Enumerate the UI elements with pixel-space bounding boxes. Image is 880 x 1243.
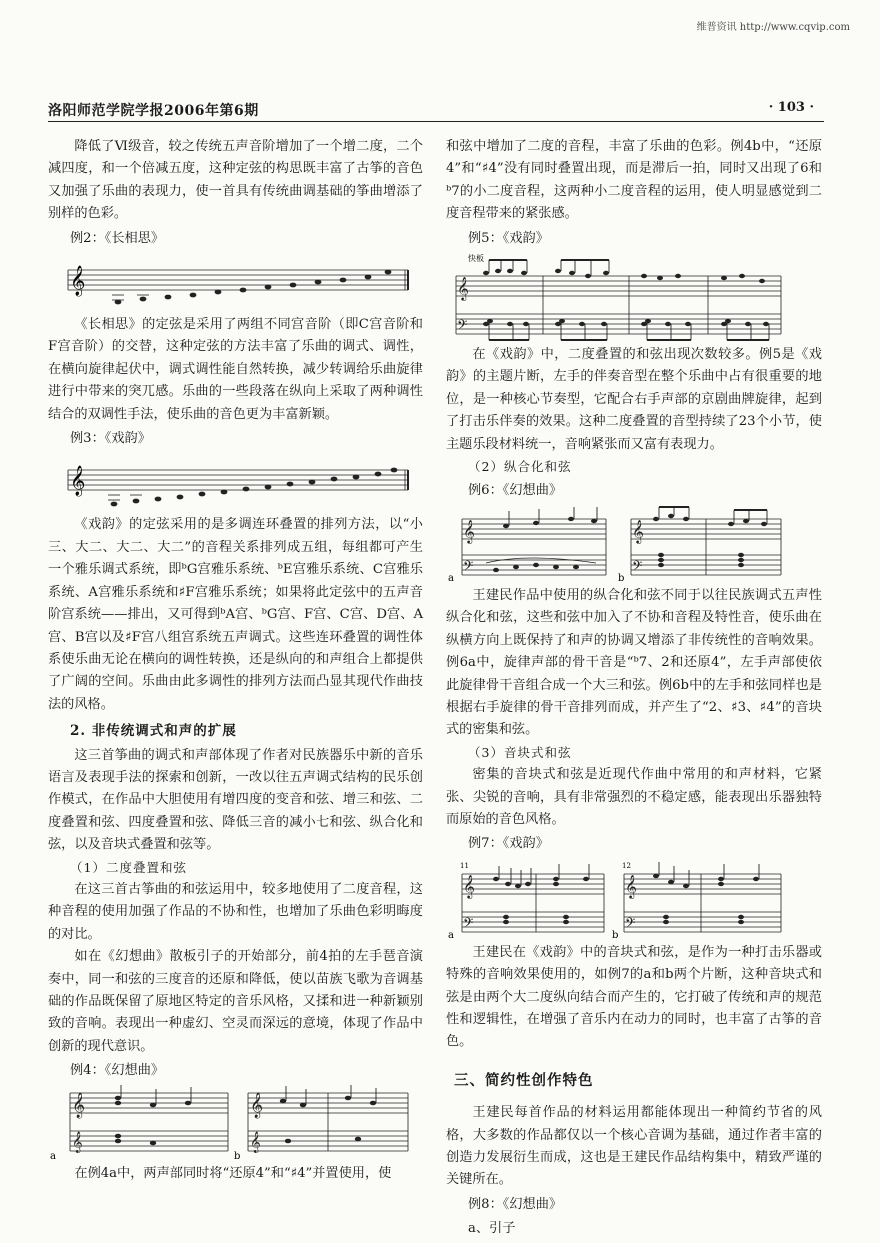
example-6-label-b: b (618, 572, 625, 584)
paragraph: 降低了Ⅵ级音，较之传统五声音阶增加了一个增二度，二个减四度，和一个倍减五度，这种定弦的构思既丰富了古筝的音色又加强了乐曲的表现力，使一首具有传统曲调基础的筝曲增添了别样的色彩。 (48, 139, 423, 222)
paragraph: 如在《幻想曲》散板引子的开始部分，前4拍的左手琶音演奏中，同一和弦的三度音的还原和降低，使以苗族飞歌为音调基础的作品既保留了原地区特定的音乐风格，又揉和进一种新颖别致的音响。表现出一种虚幻、空灵而深远的意境，体现了作品中创新的现代意识。 (48, 949, 423, 1054)
svg-text:𝄞: 𝄞 (72, 1131, 83, 1153)
music-example-4 (48, 1085, 423, 1163)
watermark: 维普资讯 http://www.cqvip.com (696, 22, 850, 33)
svg-text:𝄞: 𝄞 (463, 518, 475, 543)
music-example-2 (48, 252, 423, 314)
paragraph: 在这三首古筝曲的和弦运用中，较多地使用了二度音程，这种音程的使用加强了作品的不协和性，也增加了乐曲色彩明晦度的对比。 (48, 881, 423, 942)
music-example-6 (446, 505, 822, 585)
svg-text:𝄢: 𝄢 (457, 317, 468, 337)
paragraph: 这三首筝曲的调式和声部体现了作者对民族器乐中新的音乐语言及表现手法的探索和创新，一改以往五声调式结构的民乐创作模式，在作品中大胆使用有增四度的变音和弦、增三和弦、二度叠置和弦、四度叠置和弦、降低三音的减小七和弦、纵合化和弦，以及音块式叠置和弦等。 (48, 747, 423, 853)
music-example-3 (48, 452, 423, 514)
example-caption: 例4：《幻想曲》 (70, 1063, 165, 1079)
svg-text:𝄞: 𝄞 (625, 873, 637, 898)
example-4-label-b: b (234, 1150, 241, 1162)
svg-text:𝄢: 𝄢 (463, 557, 474, 577)
example-caption: 例8：《幻想曲》 (468, 1196, 563, 1212)
right-column (446, 136, 822, 1243)
music-example-5 (446, 252, 822, 344)
svg-text:𝄞: 𝄞 (72, 1092, 86, 1118)
subsection-heading: （3）音块式和弦 (468, 744, 572, 760)
paragraph: 在《戏韵》中，二度叠置的和弦出现次数较多。例5是《戏韵》的主题片断，左手的伴奏音型在整个乐曲中占有很重要的地位，是一种核心节奏型，它配合右手声部的京剧曲牌旋律，起到了打击乐伴奏的效果。这种二度叠置的音型持续了23个小节，使主题乐段材料统一，音响紧张而又富有表现力。 (446, 347, 822, 452)
example-caption: 例5：《戏韵》 (468, 230, 549, 246)
svg-text:𝄞: 𝄞 (632, 518, 644, 543)
page-number: · 103 · (768, 100, 814, 115)
example-7-label-b: b (612, 929, 619, 941)
paragraph: 密集的音块式和弦是近现代作曲中常用的和声材料，它紧张、尖锐的音响，具有非常强烈的不稳定感，能表现出乐器独特而原始的音色风格。 (446, 767, 822, 827)
section-heading: 三、简约性创作特色 (454, 1072, 594, 1089)
example-subcaption: a、引子 (468, 1221, 516, 1237)
journal-header: 洛阳师范学院学报2006年第6期 (48, 103, 259, 119)
paragraph: 王建民作品中使用的纵合化和弦不同于以往民族调式五声性纵合化和弦，这些和弦中加入了不协和音程及特性音，使乐曲在纵横方向上既保持了和声的协调又增添了非传统性的音响效果。例6a中，旋律声部的骨干音是“ᵇ7、2和还原4”，左手声部使依此旋律骨干音组合成一个大三和弦。例6b中的左手和弦同样也是根据右手旋律的骨干音排列而成，并产生了“2、♯3、♯4”的音块式的密集和弦。 (446, 587, 822, 738)
measure-number: 11 (460, 861, 469, 870)
music-example-7 (446, 858, 822, 942)
svg-text:𝄞: 𝄞 (250, 1092, 264, 1118)
paragraph: 在例4a中，两声部同时将“还原4”和“♯4”并置使用，使 (74, 1165, 392, 1181)
example-caption: 例7：《戏韵》 (468, 836, 549, 852)
example-caption: 例3：《戏韵》 (70, 431, 151, 447)
subsection-heading: （1）二度叠置和弦 (70, 859, 187, 875)
subsection-heading: （2）纵合化和弦 (468, 459, 572, 475)
example-caption: 例6：《幻想曲》 (468, 483, 563, 499)
paragraph: 《戏韵》的定弦采用的是多调连环叠置的排列方法，以“小三、大二、大二、大二”的音程关系排列成五组，每组都可产生一个雅乐调式系统，即ᵇG宫雅乐系统、ᵇE宫雅乐系统、C宫雅乐系统、A宫雅乐系统和♯F宫雅乐系统；如果将此定弦中的五声音阶宫系统——排出，又可得到ᵇA宫、ᵇG宫、F宫、C宫、D宫、A宫、B宫以及♯F宫八组宫系统五声调式。这些连环叠置的调性体系使乐曲无论在横向的调性转换，还是纵向的和声组合上都提供了广阔的空间。乐曲由此多调性的排列方法而凸显其现代作曲技法的风格。 (48, 517, 423, 712)
paragraph: 王建民在《戏韵》中的音块式和弦，是作为一种打击乐器或特殊的音响效果使用的，如例7的a和b两个片断，这种音块式和弦是由两个大二度纵向结合而产生的，它打破了传统和声的规范性和逻辑性，在增强了音乐内在动力的同时，也丰富了古筝的音色。 (446, 944, 822, 1050)
svg-text:𝄢: 𝄢 (625, 914, 636, 934)
svg-text:𝄞: 𝄞 (457, 276, 469, 301)
svg-text:𝄞: 𝄞 (70, 266, 86, 297)
tempo-marking: 快板 (468, 254, 484, 264)
svg-text:𝄞: 𝄞 (70, 466, 86, 497)
paragraph: 和弦中增加了二度的音程，丰富了乐曲的色彩。例4b中，“还原4”和“♯4”没有同时叠置出现，而是滞后一拍，同时又出现了6和ᵇ7的小二度音程，这两种小二度音程的运用，使人明显感觉到二度音程带来的紧张感。 (446, 139, 822, 222)
paragraph: 《长相思》的定弦是采用了两组不同宫音阶（即C宫音阶和F宫音阶）的交替，这种定弦的方法丰富了乐曲的调式、调性，在横向旋律起伏中，调式调性能自然转换，减少转调给乐曲旋律进行中带来的突兀感。乐曲的一些段落在纵向上采取了两种调性结合的双调性手法，使乐曲的音色更为丰富新颖。 (48, 317, 423, 422)
section-heading: 2. 非传统调式和声的扩展 (70, 723, 237, 740)
svg-text:𝄞: 𝄞 (463, 873, 475, 898)
header-rule (48, 121, 824, 122)
example-7-label-a: a (448, 929, 454, 941)
example-6-label-a: a (448, 572, 454, 584)
svg-text:𝄢: 𝄢 (463, 914, 474, 934)
measure-number: 12 (622, 861, 631, 870)
example-4-label-a: a (50, 1150, 56, 1162)
left-column (48, 136, 423, 1185)
svg-text:𝄢: 𝄢 (632, 557, 643, 577)
example-caption: 例2：《长相思》 (70, 230, 165, 246)
paragraph: 王建民每首作品的材料运用都能体现出一种简约节省的风格，大多数的作品都仅以一个核心音调为基础，通过作者丰富的创造力发展衍生而成，这也是王建民作品结构集中，精致严谨的关键所在。 (446, 1105, 822, 1188)
svg-text:𝄞: 𝄞 (250, 1131, 261, 1153)
